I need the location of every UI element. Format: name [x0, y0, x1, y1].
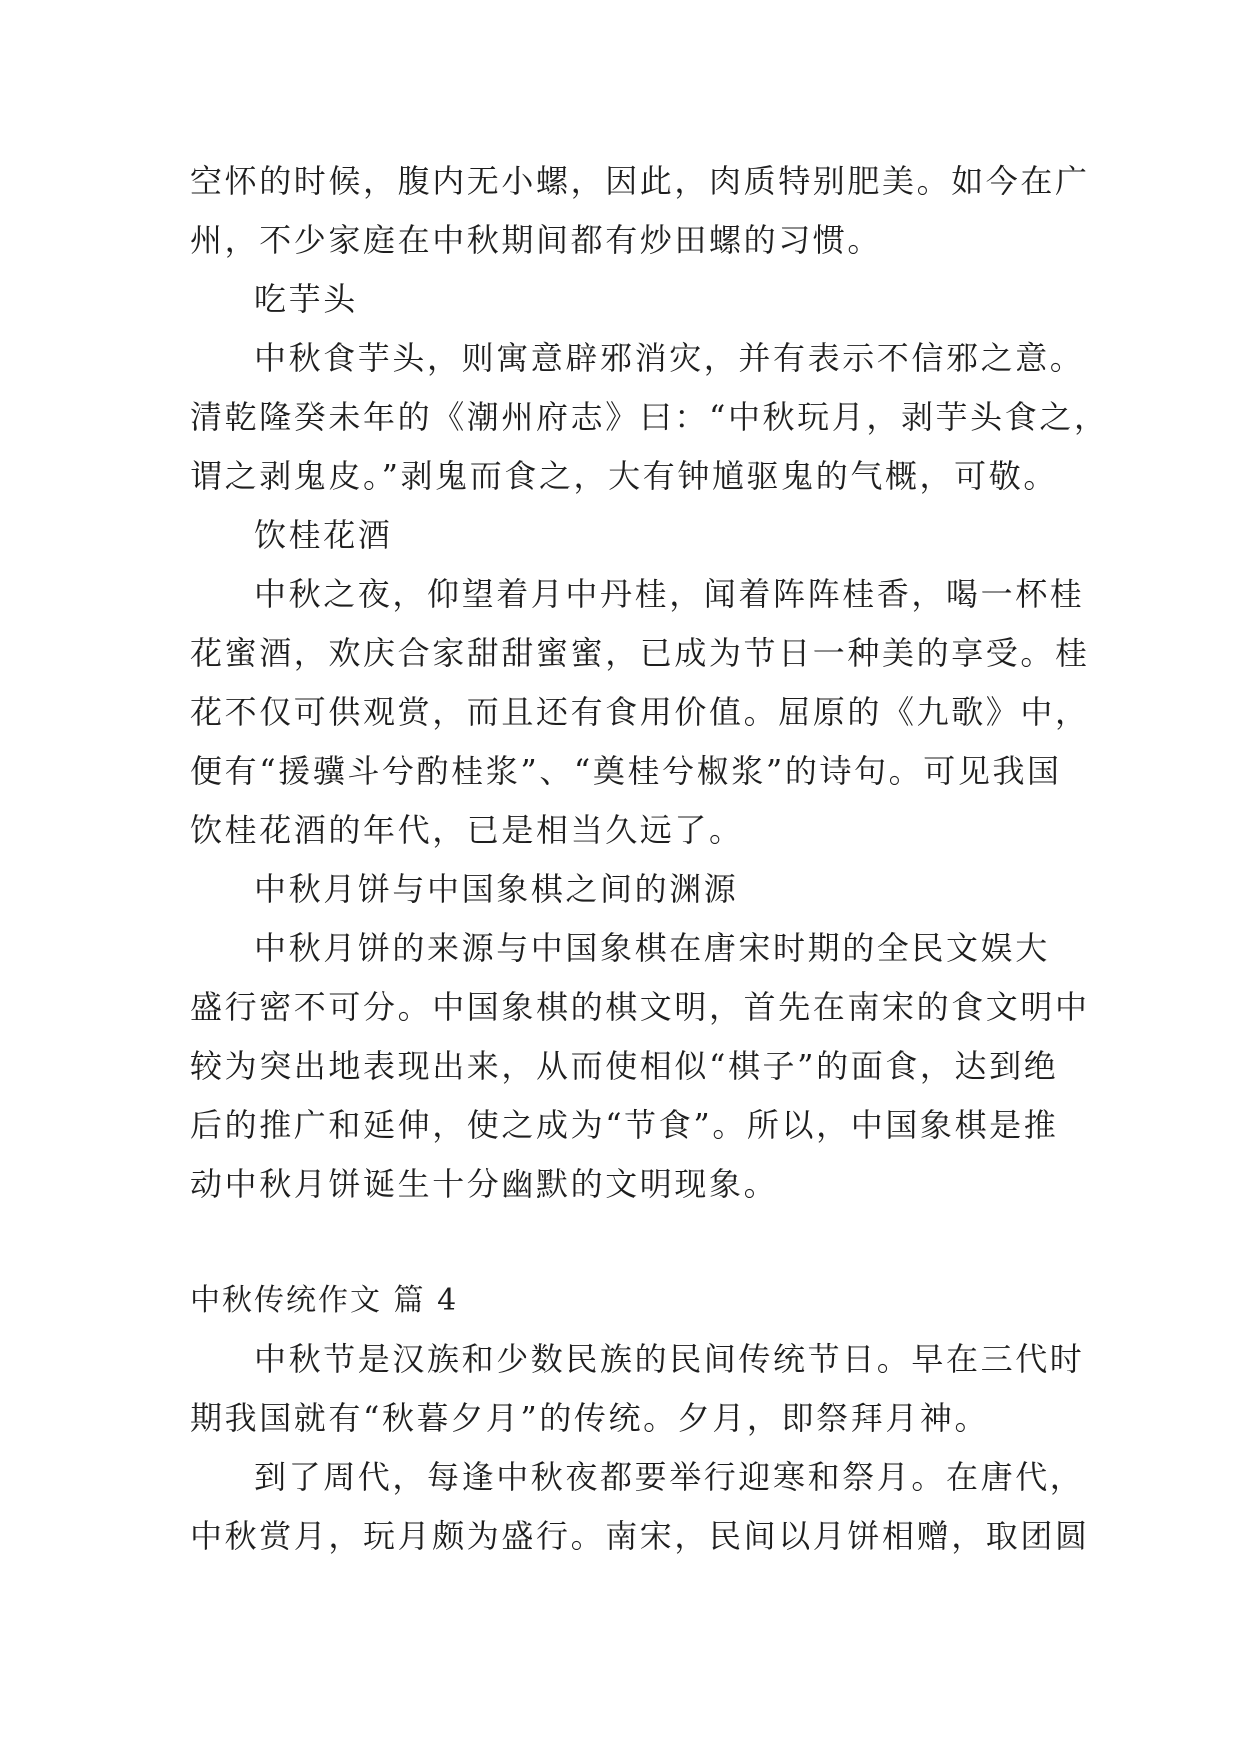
text-line: 花不仅可供观赏，而且还有食用价值。屈原的《九歌》中，	[190, 693, 1090, 731]
text-line: 到了周代，每逢中秋夜都要举行迎寒和祭月。在唐代，	[254, 1458, 1085, 1496]
text-line: 后的推广和延伸，使之成为“节食”。所以，中国象棋是推	[190, 1106, 1059, 1144]
text-line: 中秋赏月，玩月颇为盛行。南宋，民间以月饼相赠，取团圆	[190, 1517, 1090, 1555]
text-line: 中秋之夜，仰望着月中丹桂，闻着阵阵桂香，喝一杯桂	[254, 575, 1085, 613]
text-line: 中秋节是汉族和少数民族的民间传统节日。早在三代时	[254, 1340, 1085, 1378]
document-page	[190, 152, 1109, 1566]
text-line: 便有“援骥斗兮酌桂浆”、“奠桂兮椒浆”的诗句。可见我国	[190, 752, 1062, 790]
text-line: 清乾隆癸未年的《潮州府志》曰：“中秋玩月，剥芋头食之，	[190, 398, 1109, 436]
paragraph	[190, 152, 1090, 270]
paragraph	[190, 329, 1109, 506]
text-line: 中秋食芋头，则寓意辟邪消灾，并有表示不信邪之意。	[254, 339, 1085, 377]
paragraph	[190, 1448, 1090, 1566]
paragraph	[190, 565, 1090, 860]
text-line: 盛行密不可分。中国象棋的棋文明，首先在南宋的食文明中	[190, 988, 1090, 1026]
text-line: 花蜜酒，欢庆合家甜甜蜜蜜，已成为节日一种美的享受。桂	[190, 634, 1090, 672]
paragraph	[190, 919, 1090, 1214]
paragraph	[190, 1330, 1085, 1448]
text-line: 期我国就有“秋暮夕月”的传统。夕月，即祭拜月神。	[190, 1399, 990, 1437]
section-subheading: 吃芋头	[254, 280, 358, 318]
text-line: 谓之剥鬼皮。”剥鬼而食之，大有钟馗驱鬼的气概，可敬。	[190, 457, 1058, 495]
text-line: 空怀的时候，腹内无小螺，因此，肉质特别肥美。如今在广	[190, 162, 1090, 200]
article-heading: 中秋传统作文 篇 4	[190, 1283, 459, 1318]
text-line: 中秋月饼的来源与中国象棋在唐宋时期的全民文娱大	[254, 929, 1050, 967]
section-subheading: 饮桂花酒	[254, 516, 393, 554]
section-subheading: 中秋月饼与中国象棋之间的渊源	[254, 870, 739, 908]
text-line: 动中秋月饼诞生十分幽默的文明现象。	[190, 1165, 779, 1203]
text-line: 州，不少家庭在中秋期间都有炒田螺的习惯。	[190, 221, 883, 259]
text-line: 饮桂花酒的年代，已是相当久远了。	[190, 811, 744, 849]
section-gap	[190, 1214, 1070, 1271]
text-line: 较为突出地表现出来，从而使相似“棋子”的面食，达到绝	[190, 1047, 1059, 1085]
